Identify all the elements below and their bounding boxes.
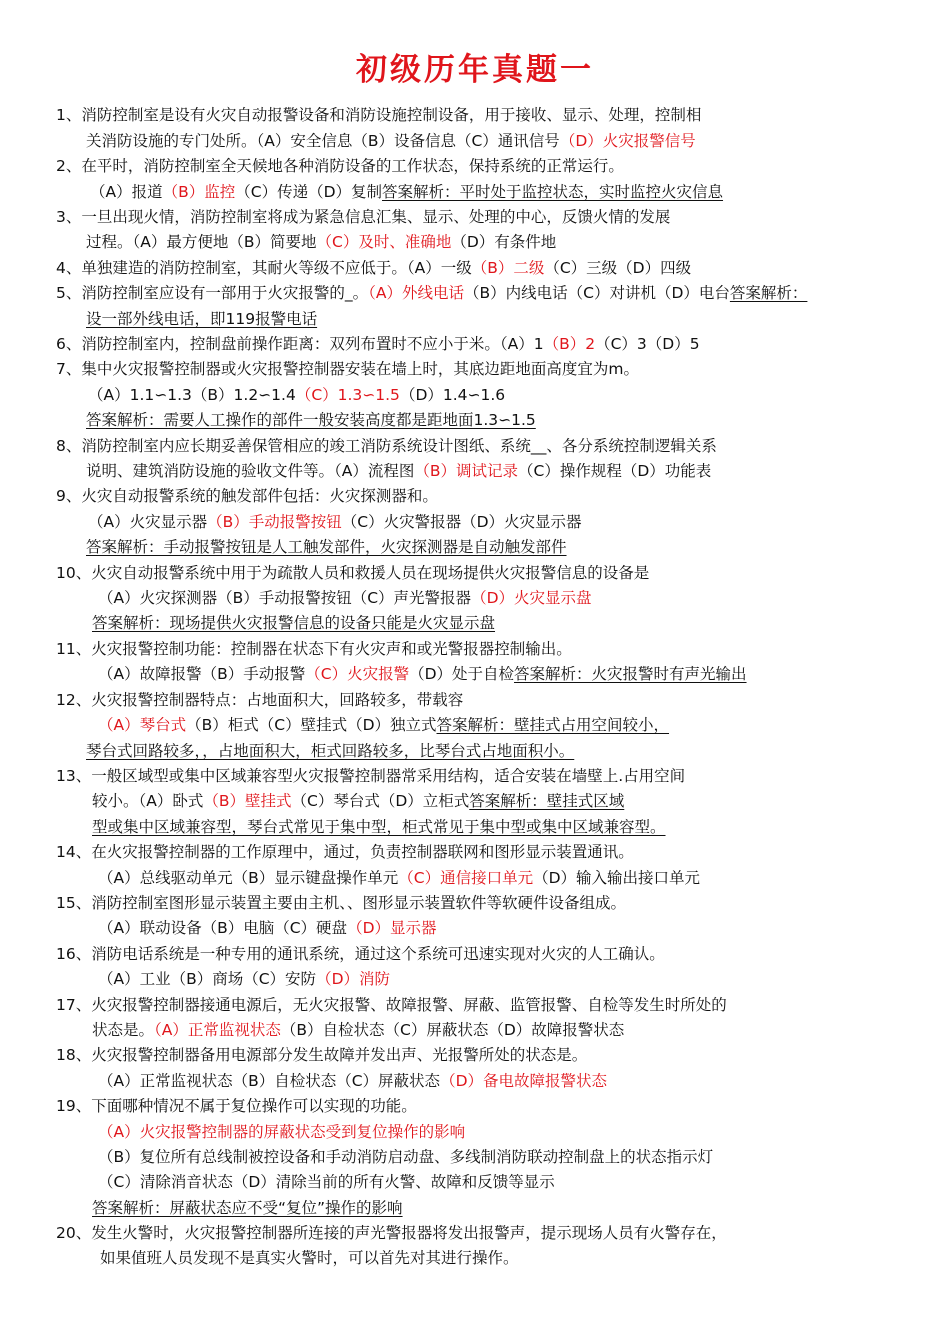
question-text: （A）报道 <box>90 183 163 201</box>
text-line <box>56 104 701 126</box>
answer-text: （B）壁挂式 <box>203 792 292 810</box>
text-line <box>86 409 536 431</box>
text-line <box>56 257 691 279</box>
text-line <box>86 231 556 253</box>
explanation-text: 答案解析：手动报警按钮是人工触发部件，火灾探测器是自动触发部件 <box>86 538 567 556</box>
question-text: （D）输入输出接口单元 <box>533 869 701 887</box>
text-line <box>56 994 727 1016</box>
question-text: （A）1.1∽1.3（B）1.2∽1.4 <box>88 386 296 404</box>
answer-text: （C）1.3∽1.5 <box>295 386 400 404</box>
question-text: 20、发生火警时，火灾报警控制器所连接的声光警报器将发出报警声，提示现场人员有火警存在， <box>56 1224 727 1242</box>
question-text: 8、消防控制室内应长期妥善保管相应的竣工消防系统设计图纸、系统__、各分系统控制逻辑关系 <box>56 437 717 455</box>
answer-text: （D）火灾显示盘 <box>471 589 592 607</box>
explanation-text: 答案解析：屏蔽状态应不受“复位”操作的影响 <box>92 1199 403 1217</box>
answer-text: （D）火灾报警信号 <box>559 132 696 150</box>
answer-text: （B）二级 <box>471 259 545 277</box>
question-text: （A）联动设备（B）电脑（C）硬盘 <box>98 919 348 937</box>
text-line <box>56 206 670 228</box>
text-line <box>98 663 747 685</box>
question-text: （B）内线电话（C）对讲机（D）电台 <box>463 284 730 302</box>
text-line <box>98 917 437 939</box>
text-line <box>90 181 723 203</box>
text-line <box>98 1171 555 1193</box>
text-line <box>56 638 572 660</box>
question-text: （D）有条件地 <box>451 233 557 251</box>
question-text: 19、下面哪种情况不属于复位操作可以实现的功能。 <box>56 1097 417 1115</box>
question-text: 6、消防控制室内，控制盘前操作距离：双列布置时不应小于米。（A）1 <box>56 335 544 353</box>
answer-text: （A）外线电话 <box>368 284 464 302</box>
question-text: （C）清除消音状态（D）清除当前的所有火警、故障和反馈等显示 <box>98 1173 555 1191</box>
text-line <box>100 1247 519 1269</box>
question-text: （A）正常监视状态（B）自检状态（C）屏蔽状态 <box>98 1072 441 1090</box>
text-line <box>86 536 567 558</box>
question-text: 11、火灾报警控制功能：控制器在状态下有火灾声和或光警报器控制输出。 <box>56 640 572 658</box>
question-text: （C）操作规程（D）功能表 <box>518 462 712 480</box>
text-line <box>56 485 438 507</box>
question-text: （B）复位所有总线制被控设备和手动消防启动盘、多线制消防联动控制盘上的状态指示灯 <box>98 1148 714 1166</box>
text-line <box>92 816 666 838</box>
answer-text: （D）消防 <box>316 970 390 988</box>
question-text: 18、火灾报警控制器备用电源部分发生故障并发出声、光报警所处的状态是。 <box>56 1046 588 1064</box>
text-line <box>98 968 390 990</box>
text-line <box>92 790 624 812</box>
question-text: 16、消防电话系统是一种专用的通讯系统，通过这个系统可迅速实现对火灾的人工确认。 <box>56 945 665 963</box>
text-line <box>56 155 624 177</box>
question-text: 13、一般区域型或集中区域兼容型火灾报警控制器常采用结构，适合安装在墙壁上.占用空间 <box>56 767 686 785</box>
question-text: （C）传递（D）复制 <box>235 183 383 201</box>
explanation-text: 答案解析：火灾报警时有声光输出 <box>514 665 747 683</box>
question-text: （C）3（D）5 <box>595 335 700 353</box>
text-line <box>92 612 495 634</box>
question-text: （A）总线驱动单元（B）显示键盘操作单元 <box>98 869 399 887</box>
question-text: （B）自检状态（C）屏蔽状态（D）故障报警状态 <box>280 1021 625 1039</box>
text-line <box>86 740 574 762</box>
question-text: 较小。（A）卧式 <box>92 792 204 810</box>
question-text: 7、集中火灾报警控制器或火灾报警控制器安装在墙上时，其底边距地面高度宜为m。 <box>56 360 639 378</box>
answer-text: （D）备电故障报警状态 <box>440 1072 607 1090</box>
question-text: 如果值班人员发现不是真实火警时，可以首先对其进行操作。 <box>100 1249 519 1267</box>
text-line <box>98 867 700 889</box>
question-text: 2、在平时，消防控制室全天候地各种消防设备的工作状态，保持系统的正常运行。 <box>56 157 624 175</box>
explanation-text: 答案解析：现场提供火灾报警信息的设备只能是火灾显示盘 <box>92 614 496 632</box>
question-text: 过程。（A）最方便地（B）简要地 <box>86 233 317 251</box>
text-line <box>88 511 582 533</box>
question-text: 状态是。 <box>92 1021 155 1039</box>
question-text: （A）故障报警（B）手动报警 <box>98 665 306 683</box>
explanation-text: 型或集中区域兼容型，琴台式常见于集中型，柜式常见于集中型或集中区域兼容型。 <box>92 818 666 836</box>
text-line <box>56 282 807 304</box>
answer-text: （B）监控 <box>162 183 236 201</box>
text-line <box>56 841 634 863</box>
question-text: （A）工业（B）商场（C）安防 <box>98 970 317 988</box>
text-line <box>56 435 717 457</box>
question-text: （A）火灾探测器（B）手动报警按钮（C）声光警报器 <box>98 589 472 607</box>
text-line <box>56 358 639 380</box>
question-text: 14、在火灾报警控制器的工作原理中，通过，负责控制器联网和图形显示装置通讯。 <box>56 843 634 861</box>
page-title: 初级历年真题一 <box>356 52 594 88</box>
question-text: 4、单独建造的消防控制室，其耐火等级不应低于。（A）一级 <box>56 259 472 277</box>
text-line <box>98 714 669 736</box>
explanation-text: 答案解析：平时处于监控状态，实时监控火灾信息 <box>382 183 724 201</box>
question-text: （C）琴台式（D）立柜式 <box>291 792 470 810</box>
question-text: 17、火灾报警控制器接通电源后，无火灾报警、故障报警、屏蔽、监管报警、自检等发生时所处的 <box>56 996 727 1014</box>
question-text: 10、火灾自动报警系统中用于为疏散人员和救援人员在现场提供火灾报警信息的设备是 <box>56 564 650 582</box>
answer-text: （C）火灾报警 <box>305 665 410 683</box>
question-text: 3、一旦出现火情，消防控制室将成为紧急信息汇集、显示、处理的中心，反馈火情的发展 <box>56 208 671 226</box>
text-line <box>56 1095 417 1117</box>
text-line <box>86 460 711 482</box>
explanation-text: 琴台式回路较多，，占地面积大，柜式回路较多，比琴台式占地面积小。 <box>86 742 575 760</box>
text-line <box>56 333 700 355</box>
question-text: （B）柜式（C）壁挂式（D）独立式 <box>186 716 437 734</box>
explanation-text: 答案解析： <box>729 284 808 302</box>
question-text: 5、消防控制室应设有一部用于火灾报警的_。 <box>56 284 369 302</box>
text-line <box>98 1070 607 1092</box>
explanation-text: 答案解析：壁挂式区域 <box>469 792 625 810</box>
question-text: （C）火灾警报器（D）火灾显示器 <box>341 513 582 531</box>
answer-text: （A）正常监视状态 <box>154 1021 281 1039</box>
text-line <box>86 308 317 330</box>
question-text: （D）处于自检 <box>409 665 515 683</box>
text-line <box>86 130 696 152</box>
text-line <box>56 1222 727 1244</box>
text-line <box>56 562 649 584</box>
answer-text: （B）手动报警按钮 <box>207 513 342 531</box>
question-text: （C）三级（D）四级 <box>544 259 692 277</box>
answer-text: （D）显示器 <box>347 919 437 937</box>
question-text: 关消防设施的专门处所。（A）安全信息（B）设备信息（C）通讯信号 <box>86 132 560 150</box>
question-text: 15、消防控制室图形显示装置主要由主机、、图形显示装置软件等软硬件设备组成。 <box>56 894 626 912</box>
text-line <box>56 943 665 965</box>
question-text: 9、火灾自动报警系统的触发部件包括：火灾探测器和。 <box>56 487 438 505</box>
question-text: （A）火灾显示器 <box>88 513 208 531</box>
question-text: 1、消防控制室是设有火灾自动报警设备和消防设施控制设备，用于接收、显示、处理，控制相 <box>56 106 702 124</box>
answer-text: （C）通信接口单元 <box>398 869 534 887</box>
answer-text: （B）调试记录 <box>414 462 518 480</box>
text-line <box>92 1197 403 1219</box>
answer-text: （A）火灾报警控制器的屏蔽状态受到复位操作的影响 <box>98 1123 466 1141</box>
question-text: 12、火灾报警控制器特点：占地面积大，回路较多，带载容 <box>56 691 464 709</box>
question-text: 说明、建筑消防设施的验收文件等。（A）流程图 <box>86 462 415 480</box>
text-line <box>98 587 592 609</box>
text-line <box>56 892 626 914</box>
explanation-text: 设一部外线电话，即119报警电话 <box>86 310 318 328</box>
text-line <box>56 765 685 787</box>
text-line <box>56 689 463 711</box>
text-line <box>92 1019 624 1041</box>
answer-text: （C）及时、准确地 <box>316 233 452 251</box>
answer-text: （A）琴台式 <box>98 716 187 734</box>
explanation-text: 答案解析：需要人工操作的部件一般安装高度都是距地面1.3∽1.5 <box>86 411 536 429</box>
explanation-text: 答案解析：壁挂式占用空间较小， <box>436 716 670 734</box>
answer-text: （B）2 <box>543 335 596 353</box>
text-line <box>98 1146 713 1168</box>
question-text: （D）1.4∽1.6 <box>399 386 506 404</box>
text-line <box>56 1044 587 1066</box>
text-line <box>98 1121 465 1143</box>
text-line <box>88 384 505 406</box>
